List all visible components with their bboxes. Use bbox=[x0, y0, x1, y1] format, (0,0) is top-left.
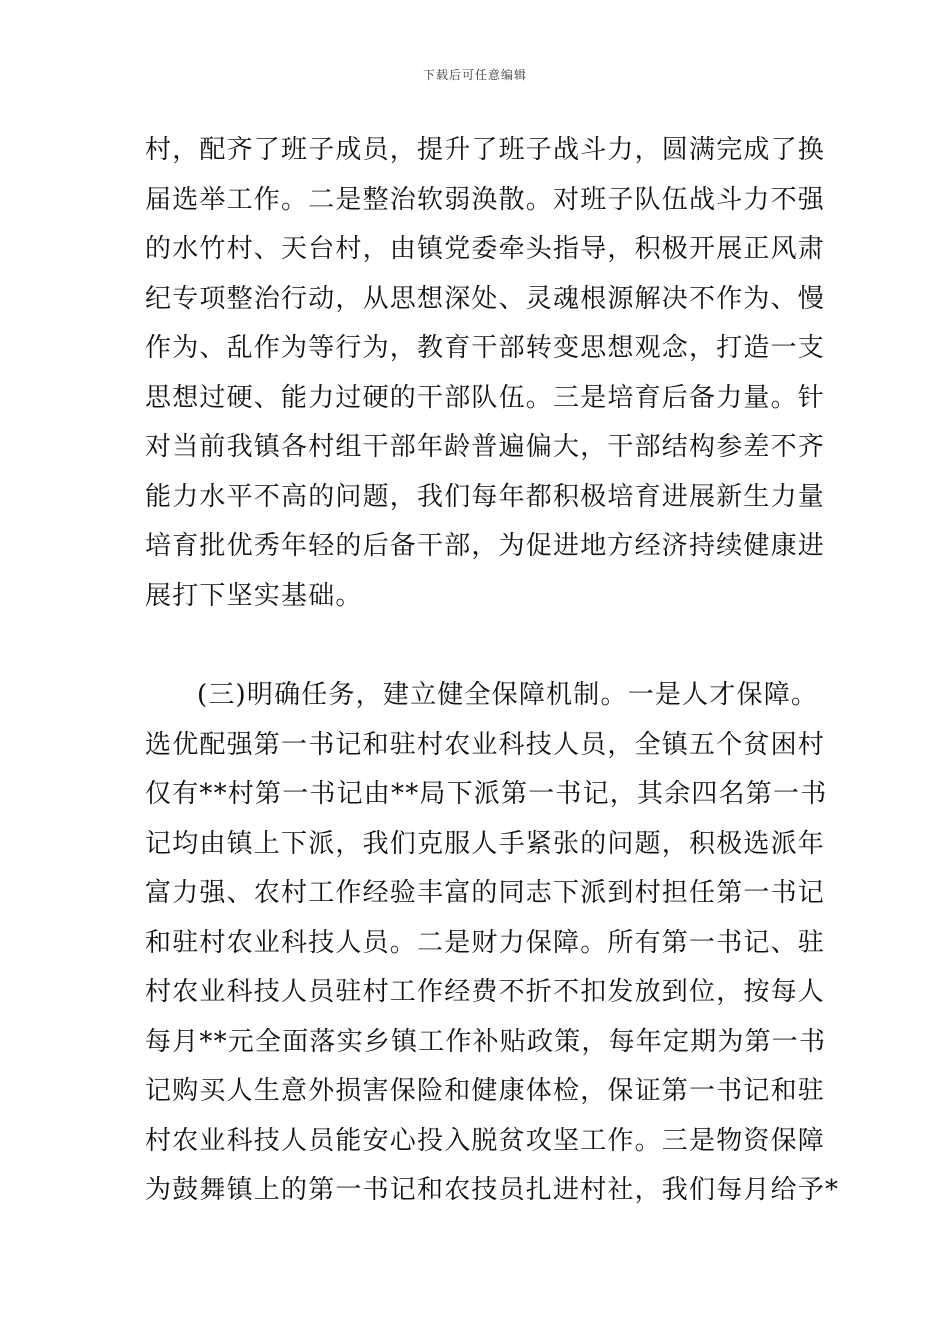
text-line: 每月**元全面落实乡镇工作补贴政策，每年定期为第一书 bbox=[145, 1026, 827, 1057]
text-line: 培育批优秀年轻的后备干部，为促进地方经济持续健康进 bbox=[145, 531, 826, 561]
text-line: 记购买人生意外损害保险和健康体检，保证第一书记和驻 bbox=[145, 1076, 826, 1106]
text-line: 为鼓舞镇上的第一书记和农技员扎进村社，我们每月给予* bbox=[145, 1175, 840, 1205]
text-line: 思想过硬、能力过硬的干部队伍。三是培育后备力量。针 bbox=[145, 382, 826, 413]
paragraph-2 bbox=[145, 671, 840, 1216]
text-line: 作为、乱作为等行为，教育干部转变思想观念，打造一支 bbox=[145, 333, 826, 363]
text-line: 展打下坚实基础。 bbox=[145, 580, 363, 611]
page-header: 下载后可任意编辑 bbox=[422, 68, 527, 82]
text-line: 和驻村农业科技人员。二是财力保障。所有第一书记、驻 bbox=[145, 927, 826, 958]
text-line: (三)明确任务，建立健全保障机制。一是人才保障。 bbox=[197, 680, 819, 710]
text-line: 的水竹村、天台村，由镇党委牵头指导，积极开展正风肃 bbox=[145, 234, 826, 264]
text-line: 村农业科技人员能安心投入脱贫攻坚工作。三是物资保障 bbox=[145, 1125, 826, 1156]
text-line: 仅有**村第一书记由**局下派第一书记，其余四名第一书 bbox=[145, 779, 828, 809]
text-line: 届选举工作。二是整治软弱涣散。对班子队伍战斗力不强 bbox=[145, 184, 826, 215]
text-line: 村农业科技人员驻村工作经费不折不扣发放到位，按每人 bbox=[145, 977, 826, 1007]
text-line: 村，配齐了班子成员，提升了班子战斗力，圆满完成了换 bbox=[145, 135, 826, 165]
paragraph-1 bbox=[145, 126, 826, 621]
text-line: 纪专项整治行动，从思想深处、灵魂根源解决不作为、慢 bbox=[145, 283, 826, 314]
text-line: 选优配强第一书记和驻村农业科技人员，全镇五个贫困村 bbox=[145, 729, 826, 760]
text-line: 富力强、农村工作经验丰富的同志下派到村担任第一书记 bbox=[145, 878, 826, 908]
text-line: 对当前我镇各村组干部年龄普遍偏大，干部结构参差不齐 bbox=[145, 432, 826, 462]
text-line: 能力水平不高的问题，我们每年都积极培育进展新生力量 bbox=[145, 481, 826, 512]
text-line: 记均由镇上下派，我们克服人手紧张的问题，积极选派年 bbox=[145, 828, 826, 859]
